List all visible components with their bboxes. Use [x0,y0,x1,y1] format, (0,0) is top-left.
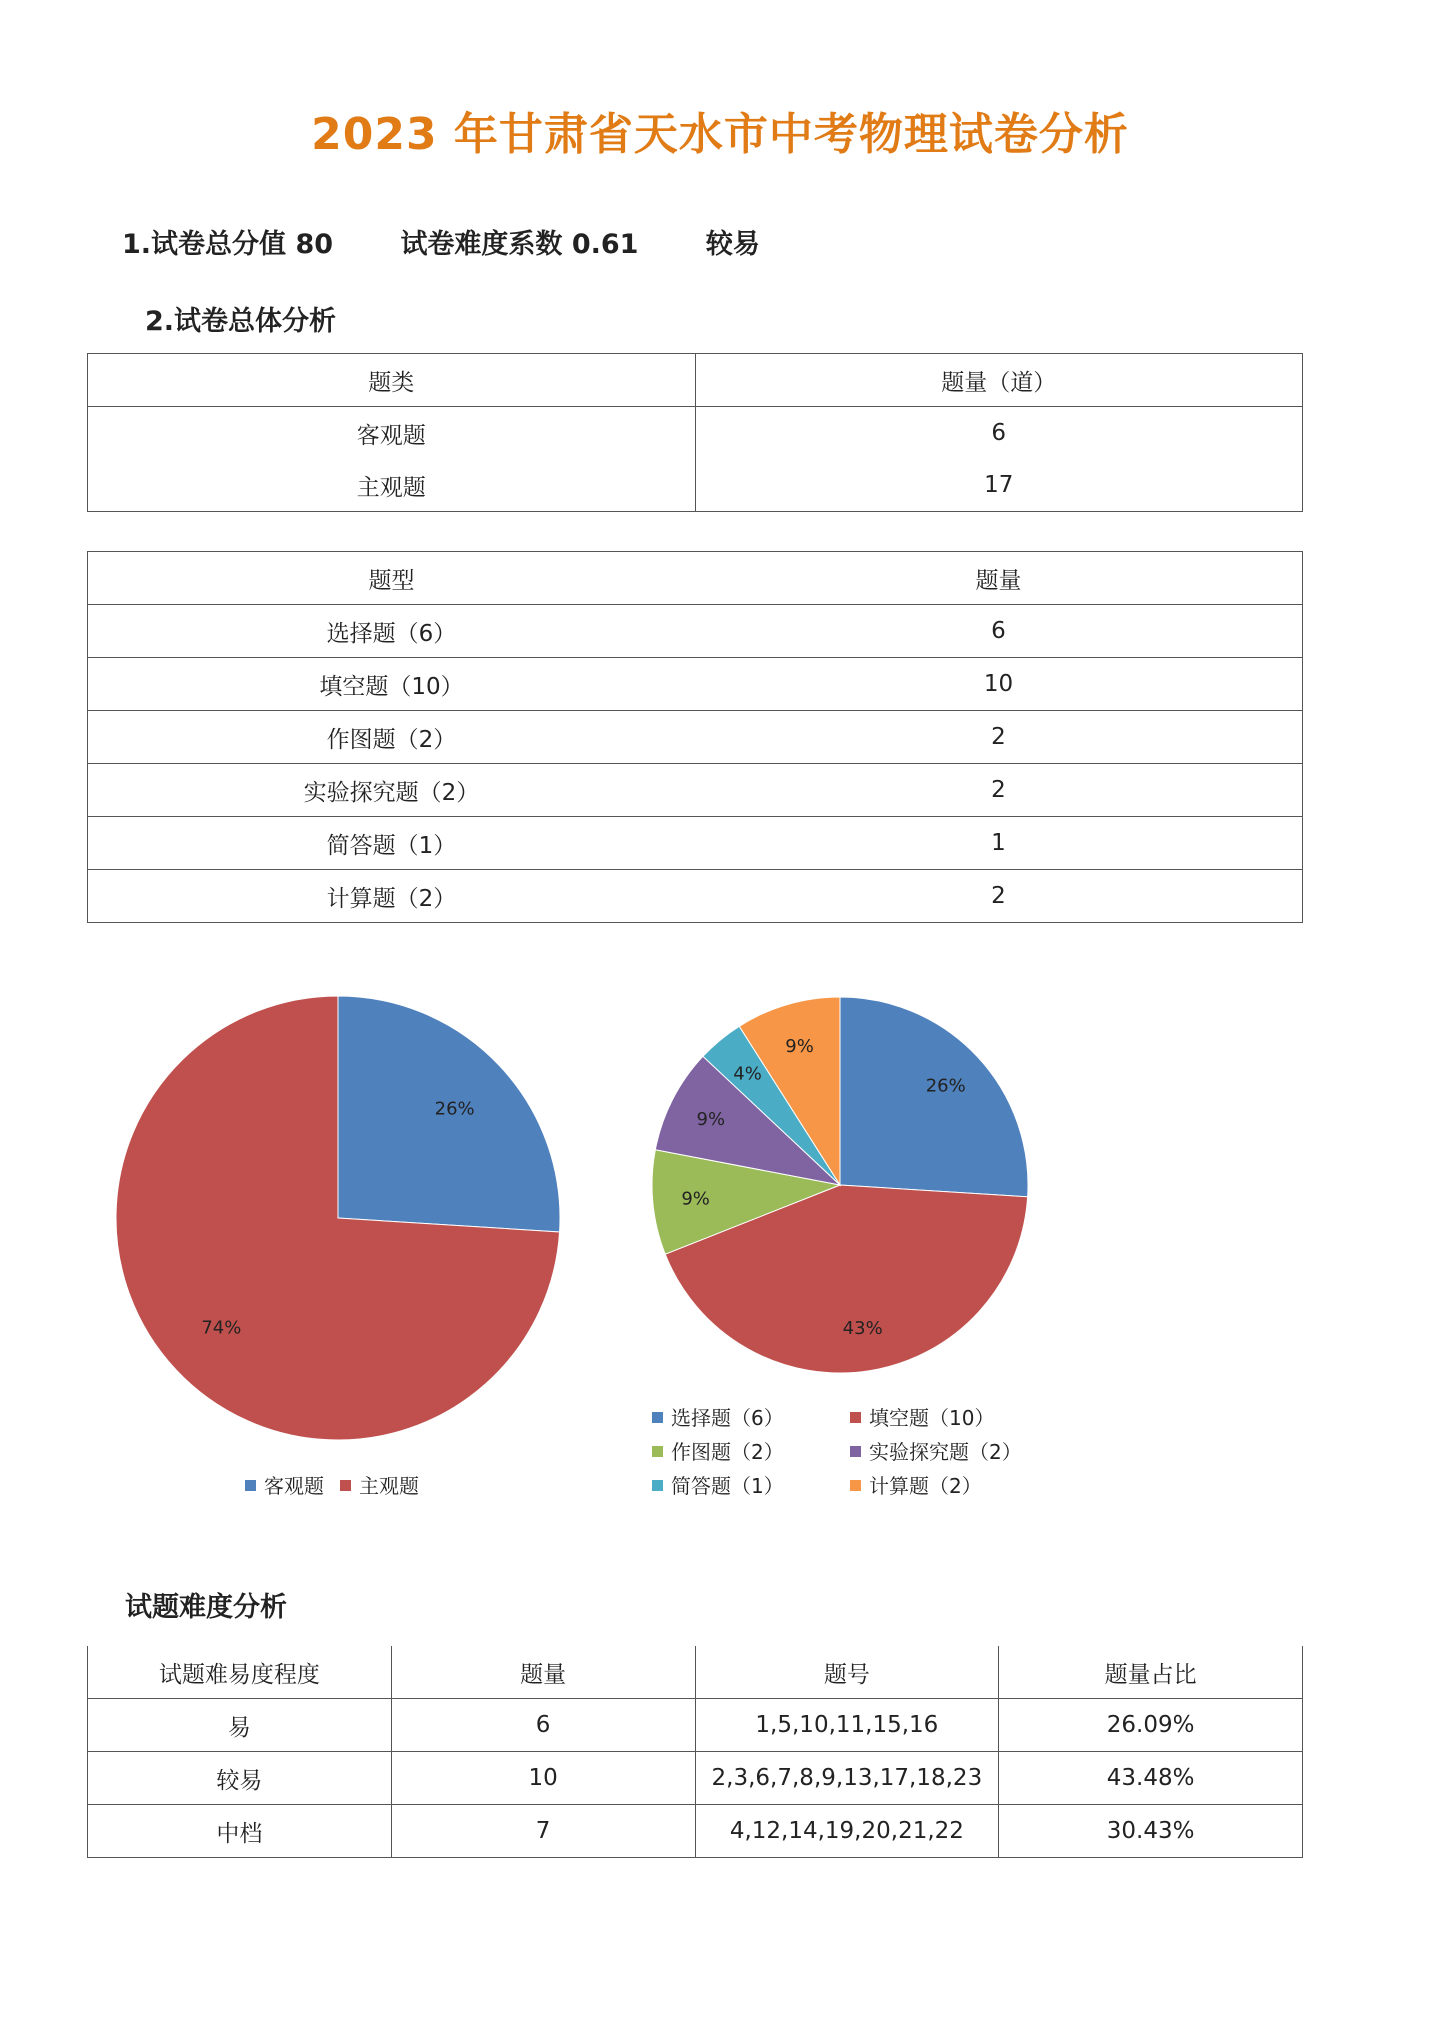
legend-swatch [850,1412,861,1423]
table-header-cell: 试题难易度程度 [88,1646,392,1699]
table-cell: 1,5,10,11,15,16 [695,1699,999,1752]
table-cell: 2,3,6,7,8,9,13,17,18,23 [695,1752,999,1805]
table-row [88,459,1303,512]
table-row [88,1805,1303,1858]
legend-label: 简答题（1） [671,1474,784,1498]
table-cell: 作图题（2） [88,711,696,764]
question-types-table [87,551,1303,923]
pie-chart-objective-subjective [100,985,580,1455]
table-cell: 中档 [88,1805,392,1858]
section-difficulty-heading: 试题难度分析 [125,1592,287,1623]
table-cell: 2 [695,711,1303,764]
page-title: 2023 年甘肃省天水市中考物理试卷分析 [311,109,1129,160]
difficulty-table [87,1646,1303,1858]
pie-legend-1 [245,1470,505,1500]
table-cell: 10 [391,1752,695,1805]
summary-line [122,222,760,261]
table-row [88,407,1303,460]
table-row [88,870,1303,923]
legend-label: 实验探究题（2） [869,1440,1022,1464]
legend-swatch [245,1480,256,1491]
table-cell: 30.43% [999,1805,1303,1858]
table-cell: 实验探究题（2） [88,764,696,817]
pie-data-label: 74% [201,1317,242,1339]
table-cell: 1 [695,817,1303,870]
table-header-row [88,354,1303,407]
table-cell: 选择题（6） [88,605,696,658]
difficulty-coefficient: 试卷难度系数 0.61 [400,229,639,260]
pie-slice [840,997,1028,1197]
legend-label: 计算题（2） [869,1474,982,1498]
legend-label: 填空题（10） [869,1406,995,1430]
legend-label: 作图题（2） [671,1440,784,1464]
table-header-cell: 题类 [88,354,696,407]
legend-label: 选择题（6） [671,1406,784,1430]
table-row [88,711,1303,764]
pie-data-label: 43% [842,1318,883,1340]
table-cell: 4,12,14,19,20,21,22 [695,1805,999,1858]
legend-swatch [850,1480,861,1491]
table-cell: 26.09% [999,1699,1303,1752]
table-row [88,658,1303,711]
legend-swatch [652,1446,663,1457]
total-score: 1.试卷总分值 80 [122,229,334,260]
legend-item [652,1402,784,1431]
table-cell: 6 [695,407,1303,460]
pie-data-label: 26% [925,1075,966,1097]
legend-swatch [340,1480,351,1491]
pie-legend-2 [652,1402,1072,1502]
table-cell: 7 [391,1805,695,1858]
table-header-cell: 题型 [88,552,696,605]
table-cell: 计算题（2） [88,870,696,923]
pie-data-label: 9% [681,1188,710,1210]
overall-table [87,353,1303,512]
legend-item [340,1470,419,1499]
legend-item [850,1402,994,1431]
table-cell: 43.48% [999,1752,1303,1805]
pie-chart-question-types [640,985,1040,1385]
table-cell: 17 [695,459,1303,512]
table-row [88,1699,1303,1752]
table-row [88,605,1303,658]
pie-data-label: 9% [696,1109,726,1131]
table-cell: 2 [695,764,1303,817]
table-cell: 10 [695,658,1303,711]
table-header-cell: 题量 [695,552,1303,605]
table-header-row [88,552,1303,605]
table-cell: 填空题（10） [88,658,696,711]
table-row [88,1752,1303,1805]
table-cell: 客观题 [88,407,696,460]
pie-data-label: 9% [785,1035,814,1057]
table-header-cell: 题量 [391,1646,695,1699]
pie-data-label: 26% [434,1098,475,1120]
legend-item [850,1470,982,1499]
legend-item [652,1436,784,1465]
legend-item [652,1470,784,1499]
table-cell: 主观题 [88,459,696,512]
legend-label: 客观题 [264,1474,324,1498]
table-header-row [88,1646,1303,1699]
table-header-cell: 题号 [695,1646,999,1699]
table-header-cell: 题量（道） [695,354,1303,407]
table-cell: 易 [88,1699,392,1752]
legend-swatch [652,1480,663,1491]
table-row [88,764,1303,817]
table-cell: 简答题（1） [88,817,696,870]
table-cell: 2 [695,870,1303,923]
table-header-cell: 题量占比 [999,1646,1303,1699]
table-row [88,817,1303,870]
section-overall-heading: 2.试卷总体分析 [145,306,337,337]
legend-swatch [652,1412,663,1423]
legend-label: 主观题 [359,1474,419,1498]
table-cell: 6 [391,1699,695,1752]
legend-item [245,1470,324,1499]
pie-data-label: 4% [733,1063,762,1085]
legend-swatch [850,1446,861,1457]
legend-item [850,1436,1022,1465]
table-cell: 较易 [88,1752,392,1805]
table-cell: 6 [695,605,1303,658]
difficulty-level: 较易 [705,229,760,260]
